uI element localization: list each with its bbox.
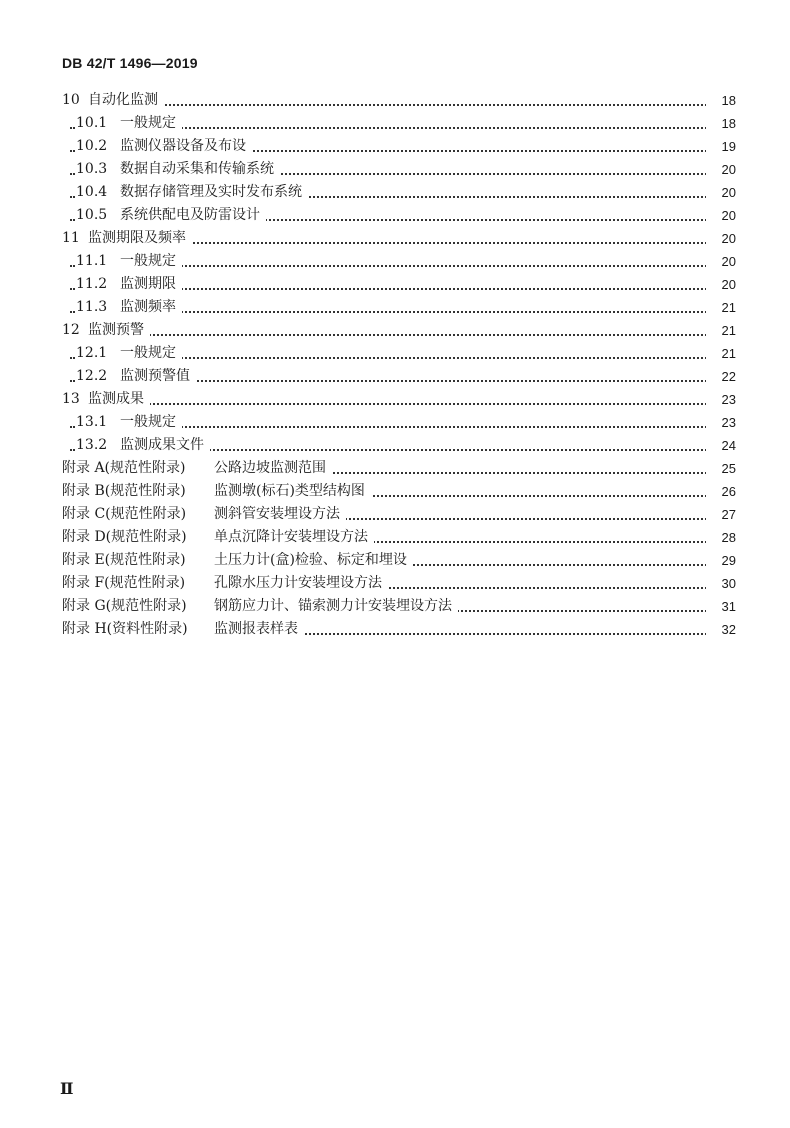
toc-entry-title: 一般规定 xyxy=(120,115,176,131)
toc-entry-number: 13.1 xyxy=(76,414,108,430)
toc-entry-number: 附录 E(规范性附录) xyxy=(62,552,186,568)
toc-entry-title: 孔隙水压力计安装埋设方法 xyxy=(214,575,382,591)
toc-entry[interactable] xyxy=(0,595,790,618)
toc-entry-title: 一般规定 xyxy=(120,253,176,269)
toc-entry[interactable] xyxy=(0,89,790,112)
toc-entry-title: 监测预警值 xyxy=(120,368,190,384)
toc-entry-title: 监测预警 xyxy=(88,322,144,338)
toc-entry-page-number: 22 xyxy=(706,365,736,388)
toc-entry-heading xyxy=(76,296,182,319)
toc-entry-number: 11.2 xyxy=(76,276,108,292)
toc-entry[interactable] xyxy=(0,503,790,526)
toc-entry-heading xyxy=(62,480,371,503)
toc-entry-page-number: 19 xyxy=(706,135,736,158)
toc-entry-page-number: 30 xyxy=(706,572,736,595)
toc-entry-number: 10.1 xyxy=(76,115,108,131)
toc-entry-title: 钢筋应力计、锚索测力计安装埋设方法 xyxy=(214,598,452,614)
toc-entry-number: 13.2 xyxy=(76,437,108,453)
toc-entry-heading xyxy=(62,457,332,480)
toc-entry[interactable] xyxy=(0,549,790,572)
toc-entry-page-number: 25 xyxy=(706,457,736,480)
toc-entry-title: 数据自动采集和传输系统 xyxy=(120,161,274,177)
table-of-contents xyxy=(0,89,790,641)
toc-entry-heading xyxy=(76,342,182,365)
toc-entry[interactable] xyxy=(0,204,790,227)
toc-entry[interactable] xyxy=(0,434,790,457)
toc-entry-heading xyxy=(62,549,413,572)
toc-entry-number: 附录 H(资料性附录) xyxy=(62,621,188,637)
toc-dot-leader xyxy=(70,403,730,405)
toc-entry-page-number: 32 xyxy=(706,618,736,641)
toc-entry-number: 12 xyxy=(62,322,80,338)
toc-entry-page-number: 24 xyxy=(706,434,736,457)
toc-entry[interactable] xyxy=(0,457,790,480)
toc-entry-title: 一般规定 xyxy=(120,345,176,361)
toc-entry-title: 监测报表样表 xyxy=(214,621,298,637)
toc-entry-number: 10.5 xyxy=(76,207,108,223)
toc-entry-number: 附录 D(规范性附录) xyxy=(62,529,187,545)
toc-entry-page-number: 20 xyxy=(706,250,736,273)
toc-entry[interactable] xyxy=(0,411,790,434)
toc-entry-title: 土压力计(盒)检验、标定和埋设 xyxy=(214,552,407,568)
toc-entry-heading xyxy=(62,526,374,549)
toc-entry-heading xyxy=(76,135,252,158)
toc-entry-page-number: 21 xyxy=(706,319,736,342)
toc-entry[interactable] xyxy=(0,181,790,204)
toc-entry-heading xyxy=(76,112,182,135)
toc-entry-number: 10 xyxy=(62,92,80,108)
toc-entry-title: 监测成果 xyxy=(88,391,144,407)
toc-entry-number: 附录 B(规范性附录) xyxy=(62,483,186,499)
toc-entry-page-number: 20 xyxy=(706,204,736,227)
toc-entry-title: 单点沉降计安装埋设方法 xyxy=(214,529,368,545)
toc-entry-number: 11.1 xyxy=(76,253,108,269)
toc-entry-page-number: 20 xyxy=(706,273,736,296)
toc-entry-page-number: 21 xyxy=(706,296,736,319)
toc-entry-heading xyxy=(62,89,164,112)
toc-entry-heading xyxy=(76,181,308,204)
toc-entry-heading xyxy=(76,204,266,227)
toc-entry-page-number: 20 xyxy=(706,158,736,181)
toc-entry[interactable] xyxy=(0,388,790,411)
toc-entry-page-number: 21 xyxy=(706,342,736,365)
toc-entry-page-number: 20 xyxy=(706,181,736,204)
toc-entry[interactable] xyxy=(0,572,790,595)
toc-entry-number: 附录 C(规范性附录) xyxy=(62,506,187,522)
toc-entry-heading xyxy=(76,158,280,181)
toc-entry-heading xyxy=(62,503,346,526)
toc-entry[interactable] xyxy=(0,227,790,250)
page-number: Ⅱ xyxy=(60,1079,74,1098)
toc-entry[interactable] xyxy=(0,112,790,135)
toc-entry[interactable] xyxy=(0,250,790,273)
toc-entry-page-number: 18 xyxy=(706,112,736,135)
toc-entry-title: 公路边坡监测范围 xyxy=(214,460,326,476)
toc-entry[interactable] xyxy=(0,526,790,549)
toc-entry-heading xyxy=(62,595,458,618)
toc-entry-title: 监测仪器设备及布设 xyxy=(120,138,246,154)
toc-entry-title: 一般规定 xyxy=(120,414,176,430)
toc-entry-page-number: 23 xyxy=(706,388,736,411)
toc-entry[interactable] xyxy=(0,158,790,181)
toc-entry[interactable] xyxy=(0,135,790,158)
toc-entry-heading xyxy=(76,273,182,296)
toc-entry-number: 10.3 xyxy=(76,161,108,177)
toc-entry-title: 监测期限 xyxy=(120,276,176,292)
toc-entry-heading xyxy=(76,250,182,273)
toc-entry-number: 12.2 xyxy=(76,368,108,384)
toc-entry-page-number: 27 xyxy=(706,503,736,526)
toc-entry-number: 附录 A(规范性附录) xyxy=(62,460,186,476)
toc-entry-title: 数据存储管理及实时发布系统 xyxy=(120,184,302,200)
toc-entry-number: 10.4 xyxy=(76,184,108,200)
toc-entry-page-number: 31 xyxy=(706,595,736,618)
toc-entry-heading xyxy=(76,434,210,457)
toc-entry-page-number: 26 xyxy=(706,480,736,503)
toc-entry[interactable] xyxy=(0,273,790,296)
toc-entry-number: 10.2 xyxy=(76,138,108,154)
toc-entry-page-number: 23 xyxy=(706,411,736,434)
toc-entry[interactable] xyxy=(0,480,790,503)
toc-entry-title: 系统供配电及防雷设计 xyxy=(120,207,260,223)
toc-entry-number: 11 xyxy=(62,230,80,246)
toc-entry-title: 监测期限及频率 xyxy=(88,230,186,246)
toc-entry-page-number: 29 xyxy=(706,549,736,572)
toc-entry-number: 13 xyxy=(62,391,80,407)
toc-dot-leader xyxy=(70,334,730,336)
toc-entry-title: 测斜管安装埋设方法 xyxy=(214,506,340,522)
toc-entry-heading xyxy=(76,365,196,388)
toc-entry-title: 监测成果文件 xyxy=(120,437,204,453)
toc-entry[interactable] xyxy=(0,365,790,388)
toc-entry-number: 附录 G(规范性附录) xyxy=(62,598,187,614)
toc-entry-heading xyxy=(62,618,304,641)
toc-entry-heading xyxy=(62,319,150,342)
toc-dot-leader xyxy=(70,104,730,106)
toc-entry[interactable] xyxy=(0,296,790,319)
toc-entry-page-number: 20 xyxy=(706,227,736,250)
toc-entry-number: 12.1 xyxy=(76,345,108,361)
document-id-header: DB 42/T 1496—2019 xyxy=(62,55,198,71)
toc-entry-page-number: 28 xyxy=(706,526,736,549)
toc-entry[interactable] xyxy=(0,342,790,365)
toc-entry-title: 自动化监测 xyxy=(88,92,158,108)
toc-entry[interactable] xyxy=(0,319,790,342)
toc-entry-title: 监测频率 xyxy=(120,299,176,315)
toc-entry-number: 附录 F(规范性附录) xyxy=(62,575,186,591)
toc-entry-heading xyxy=(62,572,388,595)
toc-entry-number: 11.3 xyxy=(76,299,108,315)
toc-entry-title: 监测墩(标石)类型结构图 xyxy=(214,483,365,499)
toc-entry-heading xyxy=(62,388,150,411)
toc-entry[interactable] xyxy=(0,618,790,641)
toc-entry-heading xyxy=(76,411,182,434)
toc-entry-page-number: 18 xyxy=(706,89,736,112)
toc-entry-heading xyxy=(62,227,192,250)
